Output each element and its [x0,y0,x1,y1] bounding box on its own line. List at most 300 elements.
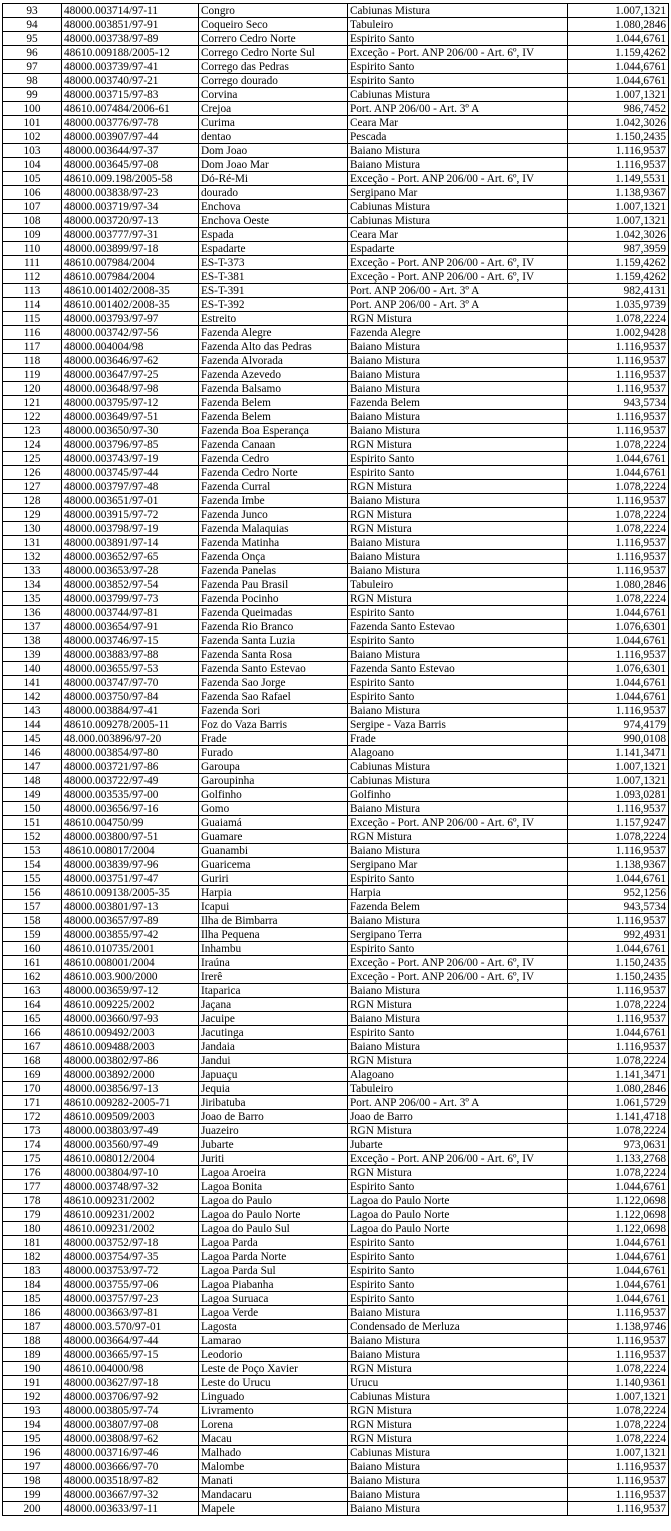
reference-oil-cell: Cabiunas Mistura [348,4,568,18]
process-number-cell: 48000.003649/97-51 [62,410,199,424]
row-number-cell: 134 [3,578,62,592]
process-number-cell: 48000.003667/97-32 [62,1488,199,1502]
process-number-cell: 48000.003650/97-30 [62,424,199,438]
field-name-cell: Juriti [199,1152,348,1166]
process-number-cell: 48000.003745/97-44 [62,466,199,480]
table-row [3,1418,669,1432]
field-name-cell: Fazenda Cedro Norte [199,466,348,480]
table-row [3,1334,669,1348]
field-name-cell: Fazenda Malaquias [199,522,348,536]
field-name-cell: Fazenda Azevedo [199,368,348,382]
row-number-cell: 148 [3,774,62,788]
process-number-cell: 48610.004750/99 [62,816,199,830]
process-number-cell: 48000.003666/97-70 [62,1460,199,1474]
table-row [3,1432,669,1446]
table-row [3,1320,669,1334]
table-row [3,1194,669,1208]
table-row [3,606,669,620]
process-number-cell: 48610.009138/2005-35 [62,886,199,900]
table-row [3,480,669,494]
row-number-cell: 196 [3,1446,62,1460]
table-row [3,1306,669,1320]
process-number-cell: 48000.003752/97-18 [62,1236,199,1250]
process-number-cell: 48000.003751/97-47 [62,872,199,886]
price-value-cell: 1.141,4718 [568,1110,669,1124]
process-number-cell: 48000.003646/97-62 [62,354,199,368]
row-number-cell: 119 [3,368,62,382]
row-number-cell: 160 [3,942,62,956]
field-name-cell: Lagoa do Paulo [199,1194,348,1208]
reference-oil-cell: RGN Mistura [348,998,568,1012]
process-number-cell: 48000.003793/97-97 [62,312,199,326]
reference-oil-cell: Baiano Mistura [348,158,568,172]
field-name-cell: Jacutinga [199,1026,348,1040]
reference-oil-cell: Baiano Mistura [348,1460,568,1474]
row-number-cell: 175 [3,1152,62,1166]
row-number-cell: 99 [3,88,62,102]
reference-oil-cell: Espirito Santo [348,1026,568,1040]
process-number-cell: 48000.003535/97-00 [62,788,199,802]
table-row [3,1446,669,1460]
row-number-cell: 183 [3,1264,62,1278]
reference-oil-cell: Espirito Santo [348,1180,568,1194]
process-number-cell: 48000.003716/97-46 [62,1446,199,1460]
process-number-cell: 48000.003742/97-56 [62,326,199,340]
field-name-cell: Harpia [199,886,348,900]
process-number-cell: 48000.003738/97-89 [62,32,199,46]
process-number-cell: 48000.003657/97-89 [62,914,199,928]
process-number-cell: 48000.003804/97-10 [62,1166,199,1180]
field-name-cell: Fazenda Belem [199,410,348,424]
field-name-cell: Manati [199,1474,348,1488]
row-number-cell: 111 [3,256,62,270]
table-row [3,158,669,172]
process-number-cell: 48000.003633/97-11 [62,1502,199,1516]
field-name-cell: Lamarao [199,1334,348,1348]
table-row [3,214,669,228]
price-value-cell: 987,3959 [568,242,669,256]
row-number-cell: 130 [3,522,62,536]
field-name-cell: Fazenda Alegre [199,326,348,340]
price-value-cell: 1.116,9537 [568,410,669,424]
reference-oil-cell: Baiano Mistura [348,144,568,158]
price-value-cell: 1.044,6761 [568,1292,669,1306]
row-number-cell: 161 [3,956,62,970]
price-value-cell: 1.078,2224 [568,522,669,536]
process-number-cell: 48000.003795/97-12 [62,396,199,410]
price-value-cell: 1.116,9537 [568,704,669,718]
table-row [3,1026,669,1040]
row-number-cell: 155 [3,872,62,886]
process-number-cell: 48000.003838/97-23 [62,186,199,200]
row-number-cell: 157 [3,900,62,914]
price-value-cell: 1.078,2224 [568,1362,669,1376]
table-row [3,144,669,158]
row-number-cell: 173 [3,1124,62,1138]
field-name-cell: ES-T-381 [199,270,348,284]
process-number-cell: 48610.008012/2004 [62,1152,199,1166]
table-row [3,1236,669,1250]
price-value-cell: 1.007,1321 [568,88,669,102]
row-number-cell: 164 [3,998,62,1012]
row-number-cell: 169 [3,1068,62,1082]
data-table [2,3,669,1516]
reference-oil-cell: RGN Mistura [348,480,568,494]
row-number-cell: 140 [3,662,62,676]
field-name-cell: Fazenda Santo Estevao [199,662,348,676]
price-value-cell: 1.116,9537 [568,1474,669,1488]
row-number-cell: 110 [3,242,62,256]
table-row [3,816,669,830]
price-value-cell: 990,0108 [568,732,669,746]
price-value-cell: 1.035,9739 [568,298,669,312]
row-number-cell: 100 [3,102,62,116]
row-number-cell: 182 [3,1250,62,1264]
price-value-cell: 1.159,4262 [568,270,669,284]
table-row [3,326,669,340]
reference-oil-cell: RGN Mistura [348,830,568,844]
row-number-cell: 123 [3,424,62,438]
row-number-cell: 184 [3,1278,62,1292]
price-value-cell: 1.080,2846 [568,1082,669,1096]
reference-oil-cell: Espirito Santo [348,452,568,466]
price-value-cell: 1.093,0281 [568,788,669,802]
process-number-cell: 48610.009509/2003 [62,1110,199,1124]
table-row [3,340,669,354]
field-name-cell: Fazenda Santa Luzia [199,634,348,648]
process-number-cell: 48000.003664/97-44 [62,1334,199,1348]
table-row [3,690,669,704]
table-row [3,648,669,662]
price-value-cell: 1.007,1321 [568,774,669,788]
row-number-cell: 168 [3,1054,62,1068]
table-row [3,186,669,200]
reference-oil-cell: Jubarte [348,1138,568,1152]
table-row [3,914,669,928]
field-name-cell: Irerê [199,970,348,984]
process-number-cell: 48000.003714/97-11 [62,4,199,18]
process-number-cell: 48000.003655/97-53 [62,662,199,676]
price-value-cell: 1.150,2435 [568,130,669,144]
reference-oil-cell: Exceção - Port. ANP 206/00 - Art. 6º, IV [348,1152,568,1166]
reference-oil-cell: Baiano Mistura [348,914,568,928]
field-name-cell: Malhado [199,1446,348,1460]
reference-oil-cell: Urucu [348,1376,568,1390]
reference-oil-cell: Cabiunas Mistura [348,774,568,788]
field-name-cell: Lagoa Aroeira [199,1166,348,1180]
field-name-cell: Jequia [199,1082,348,1096]
reference-oil-cell: RGN Mistura [348,312,568,326]
price-value-cell: 1.078,2224 [568,508,669,522]
row-number-cell: 145 [3,732,62,746]
process-number-cell: 48610.007984/2004 [62,256,199,270]
reference-oil-cell: Baiano Mistura [348,984,568,998]
row-number-cell: 127 [3,480,62,494]
row-number-cell: 104 [3,158,62,172]
table-row [3,18,669,32]
field-name-cell: Espadarte [199,242,348,256]
field-name-cell: dentao [199,130,348,144]
field-name-cell: Fazenda Sao Rafael [199,690,348,704]
price-value-cell: 1.138,9746 [568,1320,669,1334]
price-value-cell: 1.116,9537 [568,424,669,438]
process-number-cell: 48610.009278/2005-11 [62,718,199,732]
reference-oil-cell: Espirito Santo [348,676,568,690]
table-row [3,60,669,74]
process-number-cell: 48000.003884/97-41 [62,704,199,718]
table-row [3,228,669,242]
row-number-cell: 142 [3,690,62,704]
price-value-cell: 1.007,1321 [568,4,669,18]
reference-oil-cell: RGN Mistura [348,592,568,606]
row-number-cell: 96 [3,46,62,60]
row-number-cell: 154 [3,858,62,872]
field-name-cell: Congro [199,4,348,18]
reference-oil-cell: Lagoa do Paulo Norte [348,1222,568,1236]
price-value-cell: 1.116,9537 [568,1488,669,1502]
reference-oil-cell: Harpia [348,886,568,900]
process-number-cell: 48610.003.900/2000 [62,970,199,984]
row-number-cell: 97 [3,60,62,74]
process-number-cell: 48000.003851/97-91 [62,18,199,32]
field-name-cell: Curima [199,116,348,130]
field-name-cell: Fazenda Curral [199,480,348,494]
field-name-cell: Juazeiro [199,1124,348,1138]
reference-oil-cell: Espirito Santo [348,606,568,620]
reference-oil-cell: Exceção - Port. ANP 206/00 - Art. 6º, IV [348,270,568,284]
price-value-cell: 1.157,9247 [568,816,669,830]
reference-oil-cell: RGN Mistura [348,508,568,522]
row-number-cell: 195 [3,1432,62,1446]
table-row [3,774,669,788]
process-number-cell: 48610.009492/2003 [62,1026,199,1040]
process-number-cell: 48000.003663/97-81 [62,1306,199,1320]
price-value-cell: 1.150,2435 [568,970,669,984]
row-number-cell: 149 [3,788,62,802]
price-value-cell: 1.078,2224 [568,592,669,606]
price-value-cell: 1.141,3471 [568,1068,669,1082]
row-number-cell: 186 [3,1306,62,1320]
field-name-cell: Fazenda Sori [199,704,348,718]
price-value-cell: 1.116,9537 [568,1306,669,1320]
row-number-cell: 178 [3,1194,62,1208]
table-row [3,1488,669,1502]
row-number-cell: 113 [3,284,62,298]
field-name-cell: Fazenda Rio Branco [199,620,348,634]
reference-oil-cell: Baiano Mistura [348,368,568,382]
field-name-cell: Leste de Poço Xavier [199,1362,348,1376]
table-row [3,620,669,634]
price-value-cell: 1.116,9537 [568,564,669,578]
price-value-cell: 1.078,2224 [568,830,669,844]
field-name-cell: Fazenda Boa Esperança [199,424,348,438]
price-value-cell: 1.122,0698 [568,1222,669,1236]
table-row [3,676,669,690]
price-value-cell: 1.078,2224 [568,1054,669,1068]
reference-oil-cell: Baiano Mistura [348,648,568,662]
row-number-cell: 170 [3,1082,62,1096]
price-value-cell: 1.116,9537 [568,984,669,998]
row-number-cell: 199 [3,1488,62,1502]
price-value-cell: 1.007,1321 [568,1390,669,1404]
field-name-cell: Corrego dourado [199,74,348,88]
process-number-cell: 48000.003801/97-13 [62,900,199,914]
field-name-cell: ES-T-391 [199,284,348,298]
table-row [3,354,669,368]
row-number-cell: 129 [3,508,62,522]
reference-oil-cell: Lagoa do Paulo Norte [348,1194,568,1208]
table-row [3,438,669,452]
process-number-cell: 48000.003652/97-65 [62,550,199,564]
reference-oil-cell: Tabuleiro [348,18,568,32]
reference-oil-cell: Baiano Mistura [348,1334,568,1348]
price-value-cell: 1.122,0698 [568,1194,669,1208]
reference-oil-cell: RGN Mistura [348,1404,568,1418]
price-value-cell: 1.044,6761 [568,1250,669,1264]
field-name-cell: Lagoa Suruaca [199,1292,348,1306]
field-name-cell: Fazenda Canaan [199,438,348,452]
field-name-cell: Lagosta [199,1320,348,1334]
price-value-cell: 1.044,6761 [568,74,669,88]
table-row [3,46,669,60]
process-number-cell: 48610.009.198/2005-58 [62,172,199,186]
reference-oil-cell: Sergipano Mar [348,186,568,200]
table-row [3,732,669,746]
row-number-cell: 150 [3,802,62,816]
price-value-cell: 1.138,9367 [568,186,669,200]
process-number-cell: 48000.003659/97-12 [62,984,199,998]
price-value-cell: 1.116,9537 [568,550,669,564]
process-number-cell: 48000.003755/97-06 [62,1278,199,1292]
process-number-cell: 48000.004004/98 [62,340,199,354]
reference-oil-cell: Tabuleiro [348,578,568,592]
field-name-cell: Dó-Ré-Mi [199,172,348,186]
process-number-cell: 48000.003748/97-32 [62,1180,199,1194]
reference-oil-cell: RGN Mistura [348,438,568,452]
field-name-cell: Linguado [199,1390,348,1404]
price-value-cell: 1.141,3471 [568,746,669,760]
reference-oil-cell: Baiano Mistura [348,550,568,564]
field-name-cell: ES-T-392 [199,298,348,312]
reference-oil-cell: Pescada [348,130,568,144]
row-number-cell: 108 [3,214,62,228]
price-value-cell: 1.116,9537 [568,1040,669,1054]
field-name-cell: Crejoa [199,102,348,116]
process-number-cell: 48000.003807/97-08 [62,1418,199,1432]
table-row [3,928,669,942]
table-row [3,1208,669,1222]
process-number-cell: 48000.003855/97-42 [62,928,199,942]
table-row [3,1348,669,1362]
process-number-cell: 48000.003799/97-73 [62,592,199,606]
price-value-cell: 1.044,6761 [568,1026,669,1040]
reference-oil-cell: Port. ANP 206/00 - Art. 3º A [348,102,568,116]
reference-oil-cell: Joao de Barro [348,1110,568,1124]
process-number-cell: 48000.003754/97-35 [62,1250,199,1264]
reference-oil-cell: Baiano Mistura [348,340,568,354]
table-row [3,508,669,522]
table-row [3,1390,669,1404]
table-row [3,284,669,298]
process-number-cell: 48000.003660/97-93 [62,1012,199,1026]
reference-oil-cell: RGN Mistura [348,1124,568,1138]
price-value-cell: 1.044,6761 [568,872,669,886]
table-row [3,368,669,382]
field-name-cell: Fazenda Sao Jorge [199,676,348,690]
row-number-cell: 181 [3,1236,62,1250]
reference-oil-cell: Espirito Santo [348,872,568,886]
row-number-cell: 191 [3,1376,62,1390]
field-name-cell: Furado [199,746,348,760]
table-row [3,172,669,186]
field-name-cell: Lagoa do Paulo Sul [199,1222,348,1236]
table-row [3,1222,669,1236]
reference-oil-cell: Sergipano Terra [348,928,568,942]
process-number-cell: 48610.009231/2002 [62,1194,199,1208]
price-value-cell: 1.116,9537 [568,914,669,928]
process-number-cell: 48.000.003896/97-20 [62,732,199,746]
reference-oil-cell: Baiano Mistura [348,424,568,438]
row-number-cell: 105 [3,172,62,186]
reference-oil-cell: Cabiunas Mistura [348,1390,568,1404]
price-value-cell: 1.116,9537 [568,144,669,158]
price-value-cell: 1.116,9537 [568,340,669,354]
field-name-cell: Corvina [199,88,348,102]
field-name-cell: Inhambu [199,942,348,956]
row-number-cell: 162 [3,970,62,984]
table-row [3,1054,669,1068]
row-number-cell: 138 [3,634,62,648]
field-name-cell: Dom Joao [199,144,348,158]
table-row [3,1362,669,1376]
table-row [3,1012,669,1026]
table-row [3,886,669,900]
price-value-cell: 1.133,2768 [568,1152,669,1166]
reference-oil-cell: Fazenda Belem [348,396,568,410]
row-number-cell: 194 [3,1418,62,1432]
field-name-cell: Coqueiro Seco [199,18,348,32]
process-number-cell: 48610.001402/2008-35 [62,284,199,298]
field-name-cell: Joao de Barro [199,1110,348,1124]
row-number-cell: 103 [3,144,62,158]
reference-oil-cell: Alagoano [348,746,568,760]
field-name-cell: Leste do Urucu [199,1376,348,1390]
price-value-cell: 1.138,9367 [568,858,669,872]
field-name-cell: Lagoa Parda Sul [199,1264,348,1278]
table-row [3,564,669,578]
table-row [3,1376,669,1390]
process-number-cell: 48000.003856/97-13 [62,1082,199,1096]
table-row [3,1278,669,1292]
table-row [3,1138,669,1152]
price-value-cell: 1.044,6761 [568,1180,669,1194]
row-number-cell: 146 [3,746,62,760]
process-number-cell: 48000.003665/97-15 [62,1348,199,1362]
reference-oil-cell: Port. ANP 206/00 - Art. 3º A [348,298,568,312]
price-value-cell: 1.061,5729 [568,1096,669,1110]
process-number-cell: 48000.003647/97-25 [62,368,199,382]
price-value-cell: 1.076,6301 [568,662,669,676]
row-number-cell: 144 [3,718,62,732]
field-name-cell: Enchova [199,200,348,214]
field-name-cell: Estreito [199,312,348,326]
table-row [3,1474,669,1488]
price-value-cell: 1.116,9537 [568,536,669,550]
price-value-cell: 1.078,2224 [568,1404,669,1418]
field-name-cell: Lagoa do Paulo Norte [199,1208,348,1222]
reference-oil-cell: Fazenda Alegre [348,326,568,340]
process-number-cell: 48000.003883/97-88 [62,648,199,662]
